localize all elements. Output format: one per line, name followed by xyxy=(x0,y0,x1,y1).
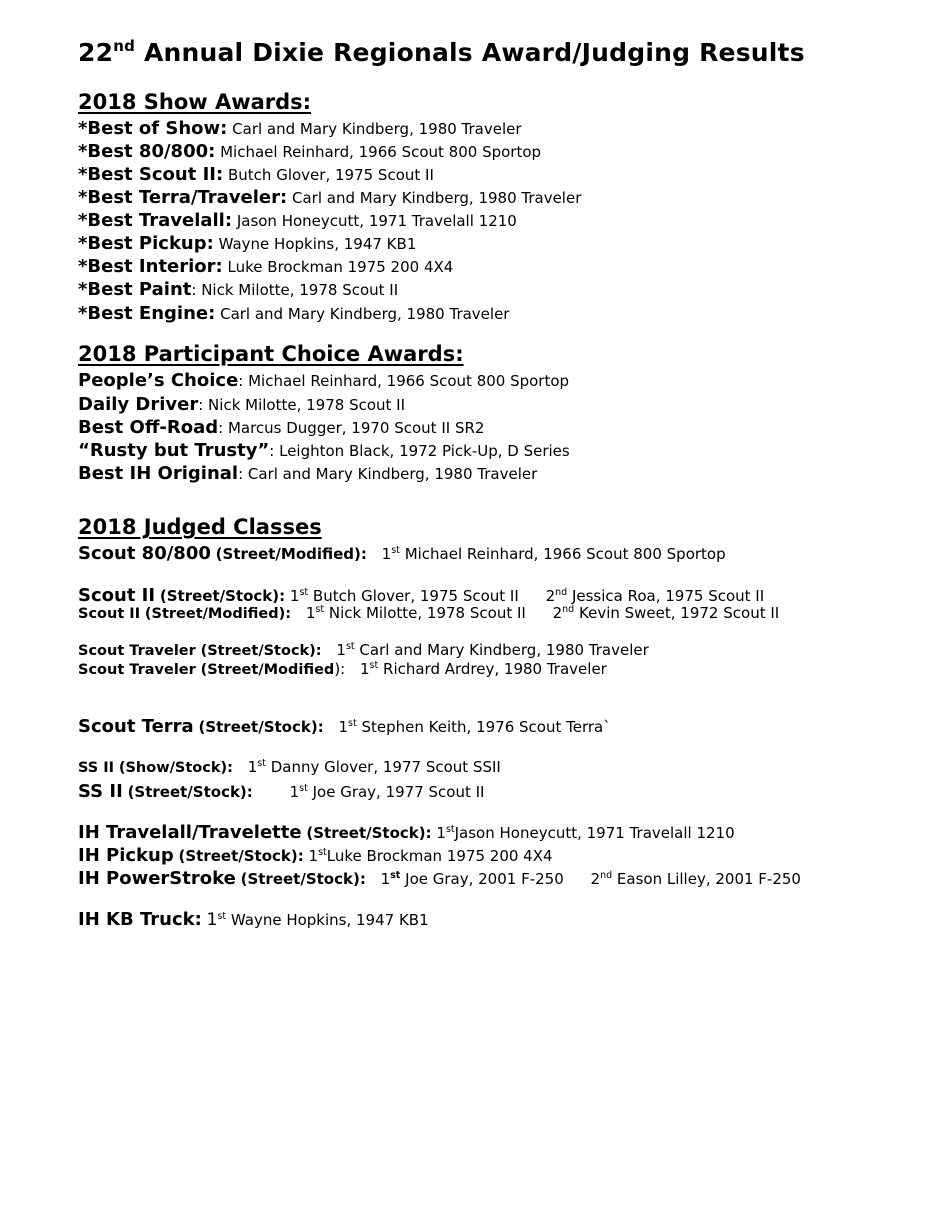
judged-class-ss-ii-street xyxy=(78,783,484,801)
class-qualifier: (Street/Stock): xyxy=(240,870,366,888)
judged-class-ss-ii-show xyxy=(78,760,501,776)
judged-class-scout-traveler-modified xyxy=(78,662,607,678)
award-value: Carl and Mary Kindberg, 1980 Traveler xyxy=(232,120,522,138)
second-place: 2nd Kevin Sweet, 1972 Scout II xyxy=(552,604,780,622)
class-name: Scout Traveler xyxy=(78,662,196,678)
first-place: 1stJason Honeycutt, 1971 Travelall 1210 xyxy=(436,824,735,842)
award-value: : Carl and Mary Kindberg, 1980 Traveler xyxy=(238,465,538,483)
class-name: SS II xyxy=(78,781,123,802)
award-label: Best IH Original xyxy=(78,463,239,484)
award-value: Butch Glover, 1975 Scout II xyxy=(228,166,434,184)
judged-class-ih-kb-truck xyxy=(78,911,429,929)
first-place: 1st Butch Glover, 1975 Scout II xyxy=(289,587,519,605)
class-qualifier: (Street/Stock): xyxy=(127,783,253,801)
show-award-best-travelall xyxy=(78,212,517,230)
judged-classes-heading: 2018 Judged Classes xyxy=(78,515,322,539)
participant-award-daily-driver xyxy=(78,396,405,414)
title-ordinal: nd xyxy=(113,37,136,55)
class-name: IH Travelall/Travelette xyxy=(78,822,302,843)
judged-class-scout-terra xyxy=(78,718,611,736)
class-name: Scout 80/800 xyxy=(78,543,211,564)
award-label: *Best Pickup: xyxy=(78,233,214,254)
class-name: Scout Traveler xyxy=(78,643,196,659)
participant-award-best-ih-original xyxy=(78,465,537,483)
title-text: Annual Dixie Regionals Award/Judging Results xyxy=(143,38,805,67)
award-value: : Nick Milotte, 1978 Scout II xyxy=(191,281,399,299)
judged-class-ih-powerstroke xyxy=(78,870,801,888)
class-name: IH PowerStroke xyxy=(78,868,236,889)
class-qualifier: (Street/Stock): xyxy=(200,643,322,659)
judged-class-ih-pickup xyxy=(78,847,553,865)
page-title xyxy=(78,38,805,67)
show-award-best-engine xyxy=(78,305,509,323)
class-qualifier: (Street/Modified): xyxy=(215,545,367,563)
show-award-best-paint xyxy=(78,281,398,299)
first-place: 1st Joe Gray, 1977 Scout II xyxy=(289,783,485,801)
show-award-best-pickup xyxy=(78,235,416,253)
class-qualifier: (Street/Modified): xyxy=(144,606,292,622)
class-qualifier: (Street/Stock): xyxy=(306,824,432,842)
class-qualifier: (Street/Modified xyxy=(200,662,335,678)
award-value: Michael Reinhard, 1966 Scout 800 Sportop xyxy=(220,143,542,161)
award-value: : Nick Milotte, 1978 Scout II xyxy=(198,396,406,414)
award-label: Daily Driver xyxy=(78,394,199,415)
award-label: *Best Paint xyxy=(78,279,192,300)
award-value: Luke Brockman 1975 200 4X4 xyxy=(227,258,454,276)
class-name: SS II xyxy=(78,760,115,776)
class-name: Scout Terra xyxy=(78,716,194,737)
award-label: *Best Scout II: xyxy=(78,164,224,185)
judged-class-scout-ii-stock xyxy=(78,587,764,605)
first-place: 1st Carl and Mary Kindberg, 1980 Traveler xyxy=(336,641,649,659)
award-label: People’s Choice xyxy=(78,370,239,391)
participant-award-rusty-but-trusty xyxy=(78,442,570,460)
first-place: 1st Wayne Hopkins, 1947 KB1 xyxy=(206,910,429,930)
award-value: : Leighton Black, 1972 Pick-Up, D Series xyxy=(269,442,570,460)
first-place: 1st Stephen Keith, 1976 Scout Terra` xyxy=(338,718,611,736)
class-name: Scout II xyxy=(78,585,156,606)
show-awards-heading: 2018 Show Awards: xyxy=(78,90,312,114)
class-qualifier: (Show/Stock): xyxy=(118,760,233,776)
award-label: *Best Interior: xyxy=(78,256,223,277)
award-value: : Michael Reinhard, 1966 Scout 800 Sportop xyxy=(238,372,570,390)
class-qualifier: (Street/Stock): xyxy=(178,847,304,865)
show-award-best-interior xyxy=(78,258,453,276)
first-place: 1st Nick Milotte, 1978 Scout II xyxy=(305,604,526,622)
award-label: *Best of Show: xyxy=(78,118,228,139)
first-place: 1st Danny Glover, 1977 Scout SSII xyxy=(247,758,501,776)
judged-class-ih-travelall xyxy=(78,824,735,842)
participant-award-best-off-road xyxy=(78,419,484,437)
award-label: *Best Terra/Traveler: xyxy=(78,187,288,208)
award-value: Carl and Mary Kindberg, 1980 Traveler xyxy=(220,305,510,323)
judged-class-scout-ii-modified xyxy=(78,606,779,622)
first-place: 1st Joe Gray, 2001 F-250 xyxy=(380,870,564,888)
award-label: “Rusty but Trusty” xyxy=(78,440,270,461)
first-place: 1stLuke Brockman 1975 200 4X4 xyxy=(308,847,553,865)
award-value: : Marcus Dugger, 1970 Scout II SR2 xyxy=(218,419,485,437)
award-label: Best Off-Road xyxy=(78,417,219,438)
class-qualifier: (Street/Stock): xyxy=(159,587,286,605)
second-place: 2nd Eason Lilley, 2001 F-250 xyxy=(590,870,801,888)
class-qualifier-tail: ): xyxy=(334,660,346,678)
first-place: 1st Michael Reinhard, 1966 Scout 800 Sportop xyxy=(381,545,726,563)
participant-award-peoples-choice xyxy=(78,372,569,390)
first-place: 1st Richard Ardrey, 1980 Traveler xyxy=(360,660,607,678)
show-award-best-80-800 xyxy=(78,143,541,161)
class-name: Scout II xyxy=(78,606,141,622)
second-place: 2nd Jessica Roa, 1975 Scout II xyxy=(545,587,765,605)
award-label: *Best 80/800: xyxy=(78,141,216,162)
award-value: Carl and Mary Kindberg, 1980 Traveler xyxy=(292,189,582,207)
award-label: *Best Travelall: xyxy=(78,210,233,231)
title-number: 22 xyxy=(78,38,114,67)
participant-awards-heading: 2018 Participant Choice Awards: xyxy=(78,342,464,366)
judged-class-scout-80-800 xyxy=(78,545,726,563)
award-value: Jason Honeycutt, 1971 Travelall 1210 xyxy=(236,212,517,230)
award-value: Wayne Hopkins, 1947 KB1 xyxy=(218,235,417,253)
class-name: IH Pickup xyxy=(78,845,174,866)
show-award-best-terra-traveler xyxy=(78,189,581,207)
show-award-best-of-show xyxy=(78,120,522,138)
judged-class-scout-traveler-stock xyxy=(78,643,649,659)
award-label: *Best Engine: xyxy=(78,303,216,324)
class-name: IH KB Truck: xyxy=(78,909,202,930)
class-qualifier: (Street/Stock): xyxy=(198,718,324,736)
show-award-best-scout-ii xyxy=(78,166,434,184)
